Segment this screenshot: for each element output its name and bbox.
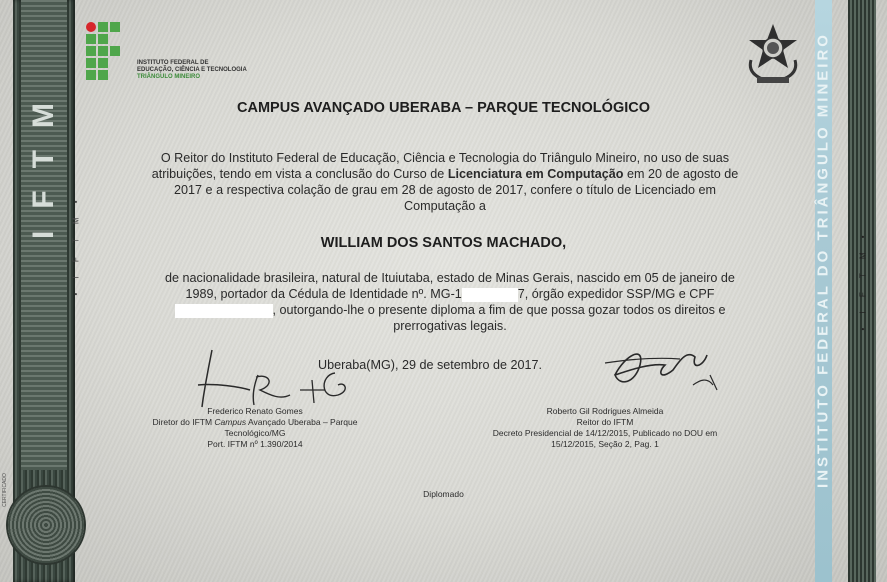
institute-name	[137, 60, 247, 81]
institute-name-line2: EDUCAÇÃO, CIÊNCIA E TECNOLOGIA	[137, 67, 247, 73]
intro-paragraph	[100, 150, 790, 214]
left-band-small-text: • I F T M •	[71, 194, 81, 296]
redacted-cpf	[175, 304, 273, 318]
director-signature-block	[140, 406, 370, 450]
rector-decree-line2: 15/12/2015, Seção 2, Pag. 1	[551, 439, 659, 449]
left-edge-text: CERTIFICADO	[2, 473, 8, 507]
details-line-4: prerrogativas legais.	[393, 319, 507, 333]
institute-logo-icon	[86, 22, 132, 86]
rector-title: Reitor do IFTM	[576, 417, 634, 427]
right-band-small-text: • I F T M •	[858, 229, 868, 331]
institute-name-line3: TRIÂNGULO MINEIRO	[137, 74, 200, 80]
director-name: Frederico Renato Gomes	[207, 406, 303, 416]
left-band-text: IFTM	[27, 81, 60, 239]
director-signature-icon	[190, 345, 355, 415]
director-title-line2: Tecnológico/MG	[224, 428, 286, 438]
rector-decree-line1: Decreto Presidencial de 14/12/2015, Publicado no DOU em	[492, 428, 718, 438]
graduate-name: WILLIAM DOS SANTOS MACHADO,	[320, 235, 567, 251]
course-name: Licenciatura em Computação	[447, 167, 624, 181]
institute-name-line1: INSTITUTO FEDERAL DE	[137, 60, 209, 66]
diplomado-label: Diplomado	[423, 489, 464, 499]
details-line-1: de nacionalidade brasileira, natural de Ituiutaba, estado de Minas Gerais, nascido em 05 de janeiro de	[165, 271, 735, 285]
director-title: Diretor do IFTM Campus Avançado Uberaba – Parque	[152, 417, 358, 427]
rector-signature-icon	[595, 335, 725, 395]
campus-title: CAMPUS AVANÇADO UBERABA – PARQUE TECNOLÓGICO	[237, 100, 650, 116]
details-paragraph	[110, 270, 790, 334]
details-line-2: 1989, portador da Cédula de Identidade nº. MG-1 7, órgão expedidor SSP/MG e CPF	[185, 287, 715, 301]
intro-line-3: 2017 e a respectiva colação de grau em 28 de agosto de 2017, confere o título de Licenciado em	[174, 183, 716, 197]
details-line-3: , outorgando-lhe o presente diploma a fim de que possa gozar todos os direitos e	[110, 302, 790, 318]
right-band-text: INSTITUTO FEDERAL DO TRIÂNGULO MINEIRO	[814, 32, 832, 488]
national-coat-of-arms-icon	[743, 22, 803, 86]
rector-signature-block	[460, 406, 750, 450]
place-and-date: Uberaba(MG), 29 de setembro de 2017.	[318, 358, 543, 372]
director-portaria: Port. IFTM nº 1.390/2014	[207, 439, 303, 449]
rector-name: Roberto Gil Rodrigues Almeida	[546, 406, 664, 416]
intro-line-4: Computação a	[404, 199, 486, 213]
intro-line-1: O Reitor do Instituto Federal de Educação, Ciência e Tecnologia do Triângulo Mineiro, no uso de suas	[160, 151, 730, 165]
intro-line-2: atribuições, tendo em vista a conclusão do Curso de Licenciatura em Computação em 20 de agosto de	[151, 167, 739, 181]
redacted-id-number	[462, 288, 518, 302]
